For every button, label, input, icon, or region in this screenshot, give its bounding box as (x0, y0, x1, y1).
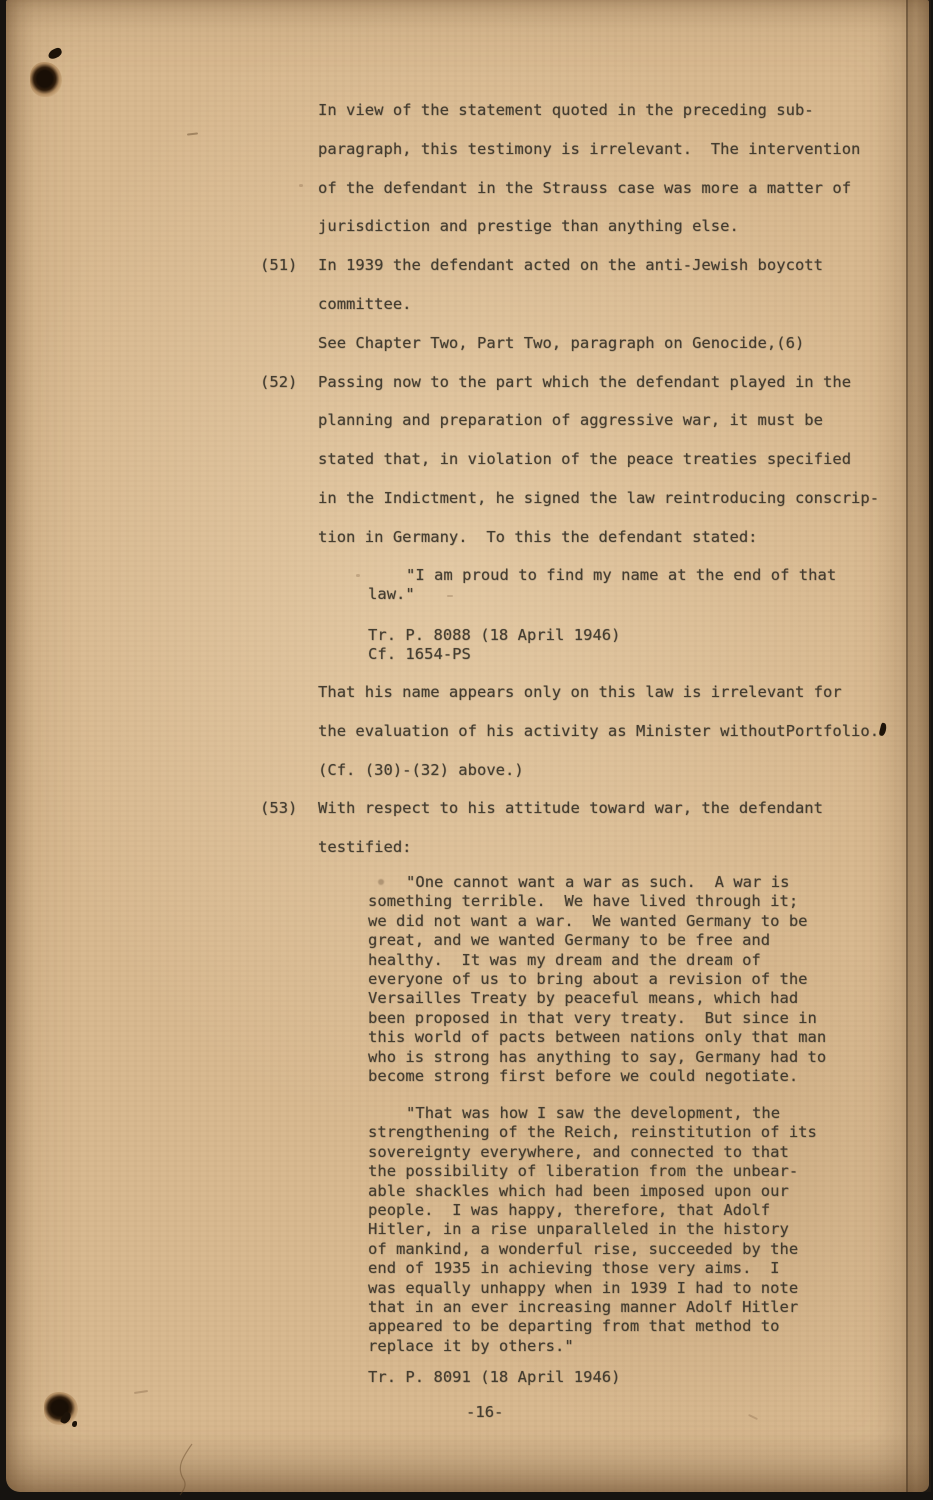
text-line: the possibility of liberation from the unbear- (368, 1162, 799, 1181)
text-line: strengthening of the Reich, reinstitution of its (368, 1123, 817, 1142)
text-line: appeared to be departing from that method to (368, 1317, 780, 1336)
text-line: In 1939 the defendant acted on the anti-Jewish boycott (318, 256, 823, 275)
text-line: great, and we wanted Germany to be free and (368, 931, 771, 950)
text-line: stated that, in violation of the peace treaties specified (318, 450, 852, 469)
text-line: In view of the statement quoted in the preceding sub- (318, 101, 814, 119)
ink-blot-top-small (47, 47, 63, 61)
text-line: in the Indictment, he signed the law reintroducing conscrip- (318, 489, 880, 507)
ink-mark-right-margin (879, 722, 888, 736)
scratch-mark-top (187, 132, 198, 135)
text-line: (Cf. (30)-(32) above.) (318, 760, 524, 779)
text-line: able shackles which had been imposed upon our (368, 1181, 789, 1200)
ink-blot-top (30, 62, 62, 97)
text-line: Cf. 1654-PS (368, 645, 471, 663)
text-line: See Chapter Two, Part Two, paragraph on Genocide,(6) (318, 333, 805, 352)
text-line: testified: (318, 838, 412, 857)
faded-ink-dot (378, 879, 384, 885)
text-line: healthy. It was my dream and the dream of (368, 950, 761, 969)
text-line: committee. (318, 295, 412, 313)
text-line: "One cannot want a war as such. A war is (406, 873, 790, 891)
paragraph-number: (52) (260, 372, 298, 391)
text-line: been proposed in that very treaty. But since in (368, 1008, 817, 1027)
text-line: paragraph, this testimony is irrelevant. The intervention (318, 139, 861, 158)
text-line: Tr. P. 8088 (18 April 1946) (368, 625, 621, 644)
page-number: -16- (466, 1403, 504, 1421)
paragraph-number: (51) (260, 256, 298, 275)
text-line: become strong first before we could negotiate. (368, 1067, 799, 1085)
text-line: "That was how I saw the development, the (406, 1104, 781, 1122)
scratch-mark-quote (356, 574, 360, 577)
scratch-mark-law (447, 595, 453, 597)
text-line: end of 1935 in achieving those very aims. I (368, 1259, 780, 1278)
text-line: was equally unhappy when in 1939 I had to note (368, 1278, 799, 1297)
text-line: the evaluation of his activity as Minister withoutPortfolio. (318, 721, 880, 740)
right-fold-shading (906, 0, 931, 1492)
text-line: jurisdiction and prestige than anything else. (318, 217, 739, 236)
paper-crease (164, 1442, 210, 1496)
text-line: of the defendant in the Strauss case was more a matter of (318, 178, 852, 197)
text-line: law." (368, 585, 415, 604)
text-line: replace it by others." (368, 1336, 574, 1355)
text-line: Versailles Treaty by peaceful means, which had (368, 989, 799, 1008)
text-line: planning and preparation of aggressive war, it must be (318, 411, 823, 430)
text-line: of mankind, a wonderful rise, succeeded by the (368, 1239, 799, 1258)
text-line: this world of pacts between nations only that man (368, 1028, 827, 1047)
ink-dot-bottom (72, 1421, 77, 1427)
scratch-mark-footer (134, 1390, 148, 1394)
text-line: Passing now to the part which the defendant played in the (318, 372, 852, 391)
text-line: who is strong has anything to say, Germany had to (368, 1047, 827, 1066)
paper-sheet (6, 0, 929, 1492)
text-line: That his name appears only on this law is irrelevant for (318, 683, 842, 701)
text-line: Tr. P. 8091 (18 April 1946) (368, 1368, 621, 1386)
text-line: people. I was happy, therefore, that Adolf (368, 1201, 771, 1219)
paragraph-number: (53) (260, 799, 298, 818)
text-line: we did not want a war. We wanted Germany to be (368, 911, 808, 930)
text-line: tion in Germany. To this the defendant stated: (318, 527, 758, 546)
text-line: everyone of us to bring about a revision of the (368, 970, 808, 988)
text-line: "I am proud to find my name at the end of that (406, 566, 837, 584)
scratch-mark-left (299, 184, 303, 187)
text-line: that in an ever increasing manner Adolf Hitler (368, 1298, 799, 1316)
text-line: With respect to his attitude toward war, the defendant (318, 799, 823, 818)
text-line: Hitler, in a rise unparalleled in the history (368, 1220, 789, 1239)
text-line: sovereignty everywhere, and connected to that (368, 1142, 789, 1161)
text-line: something terrible. We have lived through it; (368, 892, 799, 911)
scratch-mark-bottom-right (748, 1414, 758, 1420)
